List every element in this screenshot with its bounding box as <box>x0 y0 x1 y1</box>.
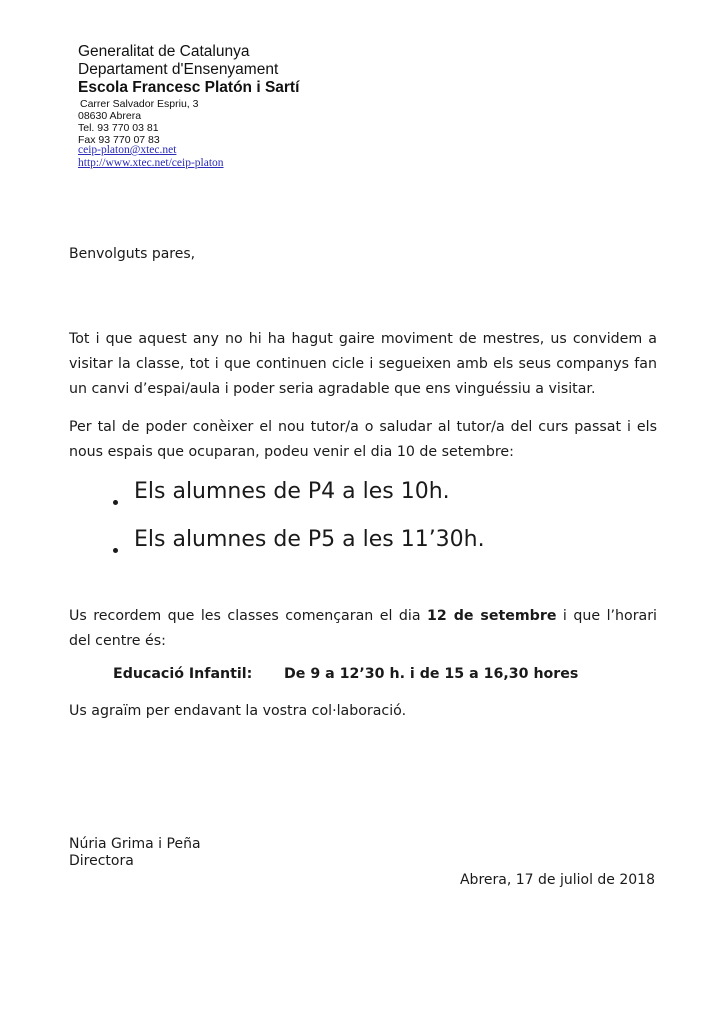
list-item: Els alumnes de P4 a les 10h. <box>134 479 450 504</box>
website-link[interactable]: http://www.xtec.net/ceip-platon <box>78 157 224 169</box>
salutation: Benvolguts pares, <box>69 246 196 262</box>
email-link[interactable]: ceip-platon@xtec.net <box>78 144 177 156</box>
school-name: Escola Francesc Platón i Sartí <box>78 79 300 96</box>
schedule-value: De 9 a 12’30 h. i de 15 a 16,30 hores <box>284 666 579 682</box>
school-address: Carrer Salvador Espriu, 3 <box>80 98 199 110</box>
school-postal: 08630 Abrera <box>78 110 142 122</box>
school-fax: Fax 93 770 07 83 <box>78 134 160 146</box>
start-text-pre: Us recordem que les classes començaran el dia <box>69 608 428 624</box>
start-date: 12 de setembre <box>427 608 557 624</box>
institution-name: Generalitat de Catalunya <box>78 43 250 60</box>
department-name: Departament d'Ensenyament <box>78 61 279 78</box>
schedule-label: Educació Infantil: <box>113 666 253 682</box>
thanks-line: Us agraïm per endavant la vostra col·laboració. <box>69 703 407 719</box>
start-text-post: i que l’horari del centre és: <box>69 608 657 649</box>
place-date: Abrera, 17 de juliol de 2018 <box>459 872 655 888</box>
paragraph-visit-info: Per tal de poder conèixer el nou tutor/a o saludar al tutor/a del curs passat i els nous espais que ocuparan, podeu venir el dia 10 de setembre: <box>69 419 657 460</box>
bullet-icon <box>113 548 118 553</box>
paragraph-invitation: Tot i que aquest any no hi ha hagut gaire moviment de mestres, us convidem a visitar la classe, tot i que continuen cicle i segueixen amb els seus companys fan un canvi d’espai/aula i poder seria agradable que ens vinguéssiu a visitar. <box>69 331 657 397</box>
bullet-icon <box>113 500 118 505</box>
signer-role: Directora <box>69 853 134 869</box>
signer-name: Núria Grima i Peña <box>69 836 201 852</box>
school-phone: Tel. 93 770 03 81 <box>78 122 159 134</box>
list-item: Els alumnes de P5 a les 11’30h. <box>134 527 485 552</box>
paragraph-classes-start <box>69 604 657 654</box>
